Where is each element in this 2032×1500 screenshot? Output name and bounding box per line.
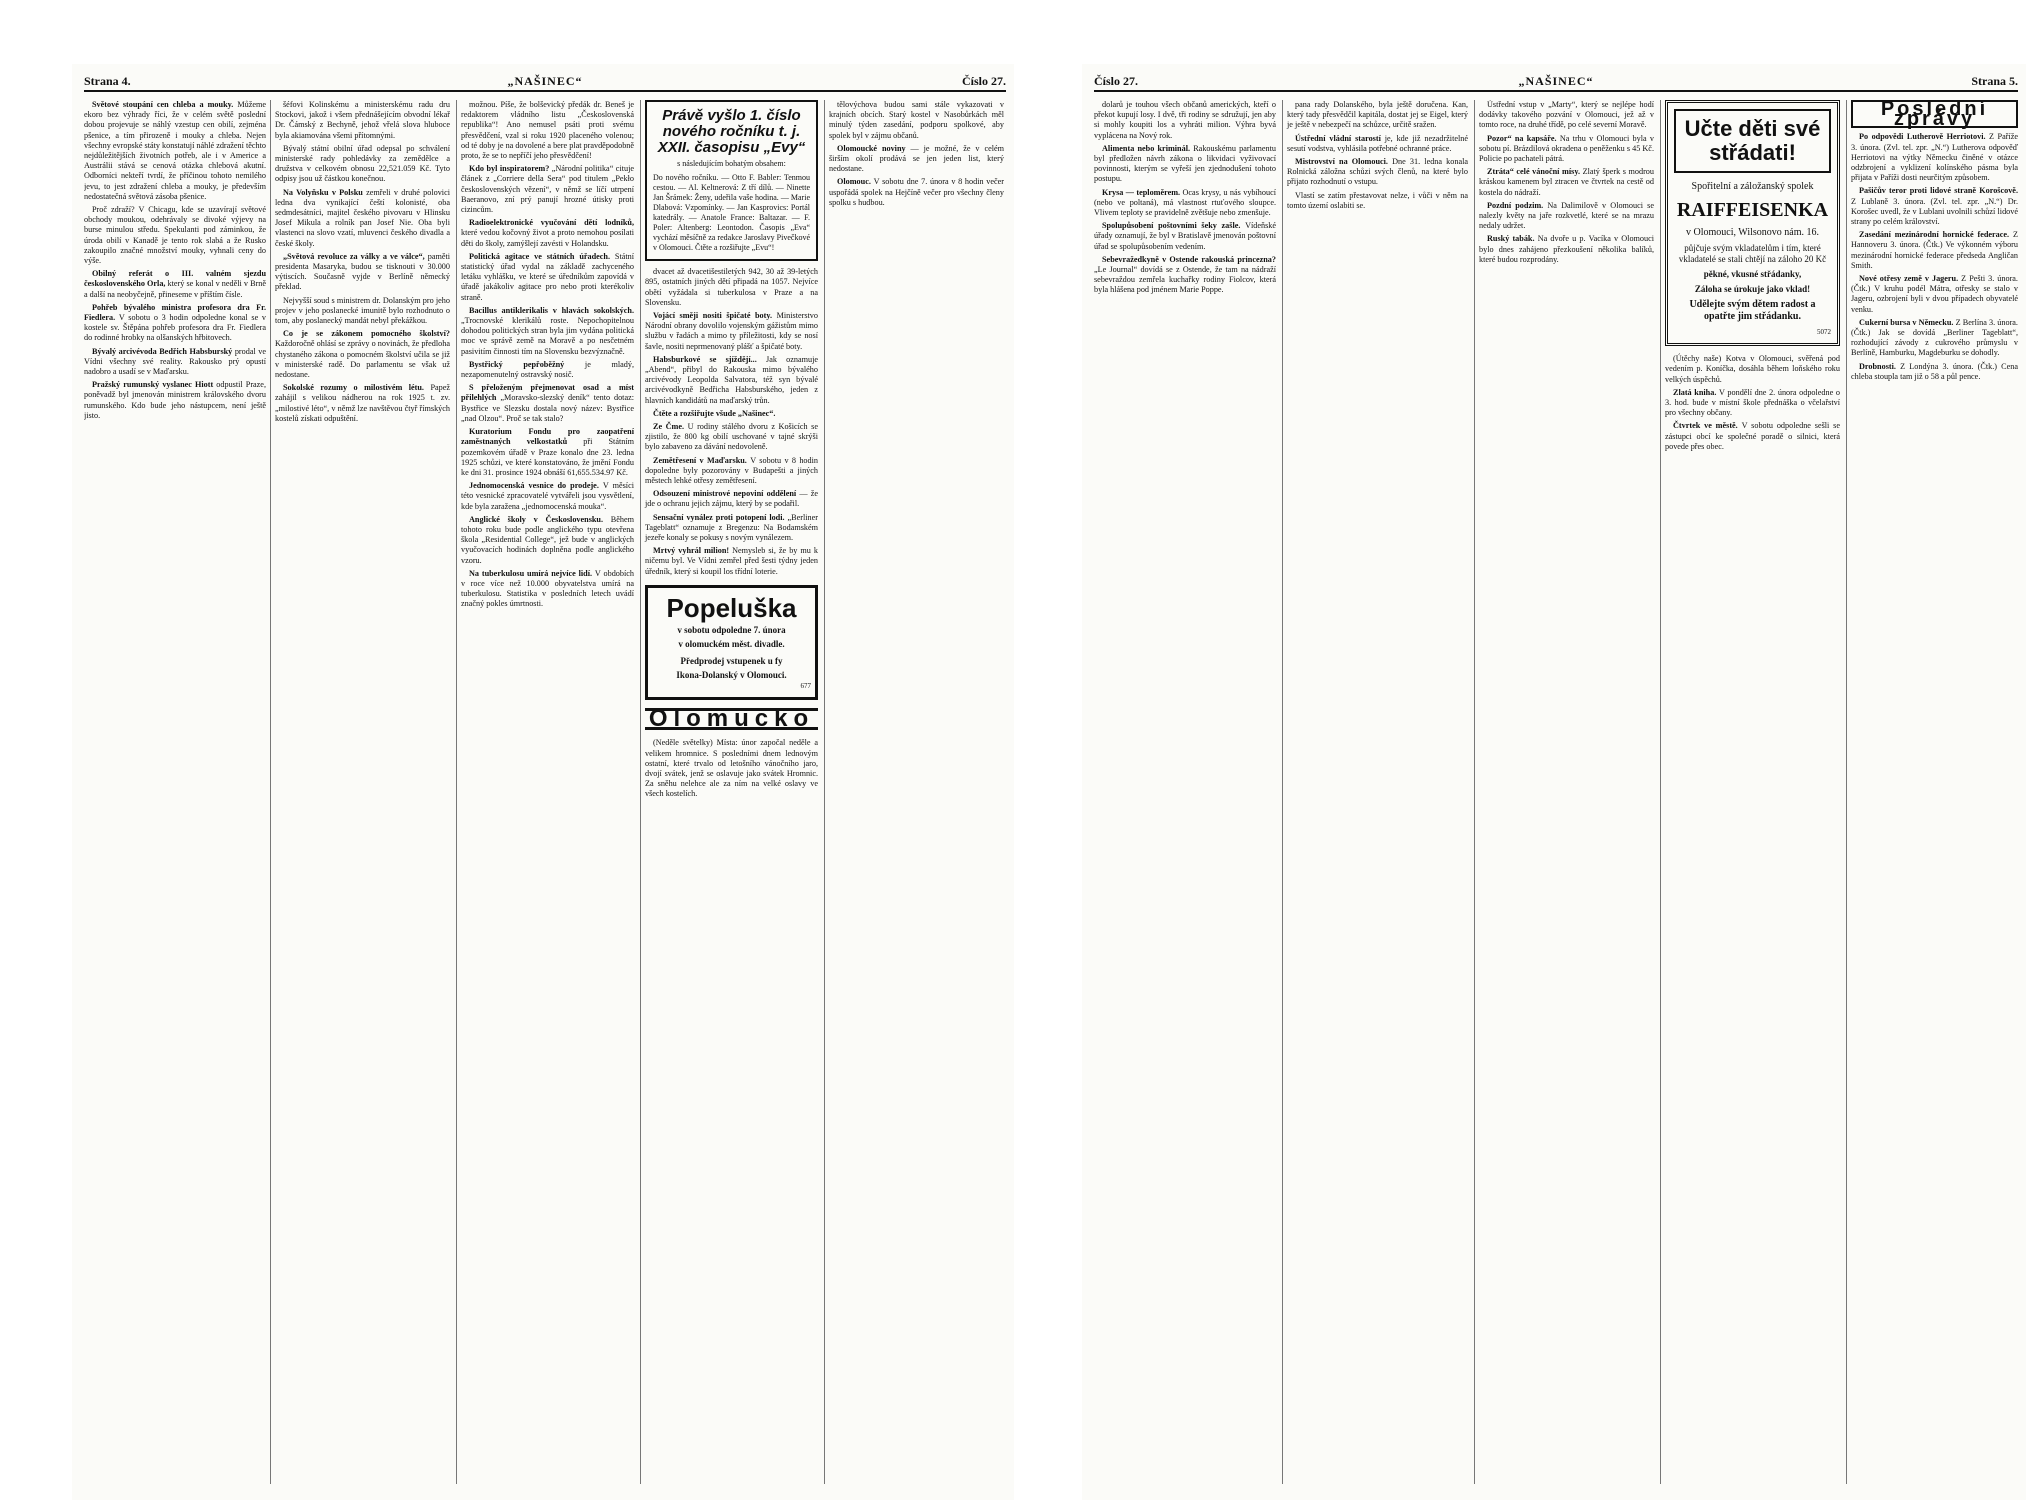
article-body: Ústřední vstup v „Marty“, který se nejlépe hodí dodávky takového pozvání v Olomouci, jež až v tomto roce, na druhé třídě, po celé severní Moravě. xyxy=(1479,100,1654,130)
article-headline: Ztráta“ celé vánoční mísy. xyxy=(1487,167,1583,177)
popeluska-line4: Ikona-Dolanský v Olomouci. xyxy=(676,669,787,680)
article-headline: Krysa — teploměrem. xyxy=(1102,187,1183,197)
article xyxy=(1094,100,1276,141)
article-headline: Co je se zákonem pomocného školství? xyxy=(283,329,450,339)
article-body: U rodiny stálého dvoru z Košicích se zjistilo, že 800 kg obilí uschované v tajné skrýši bylo zabaveno za dávání nedovoleně. xyxy=(645,422,818,452)
article-body: Vídeňské úřady oznamují, že byl v Bratislavě jmenován poštovní úřad se spolupůsobením vedením. xyxy=(1094,221,1276,251)
article-body: možnou. Píše, že bolševický předák dr. Beneš je redaktorem vládního listu „Československá republika“! Ano nemusel psáti proti svému přesvědčení, vzal si roku 1920 placeného volenou; od té doby je na dovolené a bere plat pravděpodobně proto, že se to nepříčí jeho přesvědčení! xyxy=(461,100,634,161)
article-body: (Útěchy naše) Kotva v Olomouci, svěřená pod vedením p. Koníčka, dosáhla během loňského roku velkých úspěchů. xyxy=(1665,354,1840,384)
column-2 xyxy=(270,100,450,1484)
article-headline: Kdo byl inspiratorem? xyxy=(469,164,552,174)
article xyxy=(461,164,634,215)
article-headline: Zlatá kniha. xyxy=(1673,387,1720,397)
article-headline: Na Volyňsku v Polsku xyxy=(283,187,367,197)
article-body: Každoročně ohlásí se zprávy o novinách, že předloha chystaného zákona o pomocném školství učila se již v ministerské radě. Do parlamentu se však už nedostane. xyxy=(275,339,450,380)
article-body: „Národní politika“ cituje článek z „Corriere della Sera“ pod titulem „Pekło československých vězení“, v němž se líčí utrpení Baeranovo, zní prý panují hrozné útisky proti cizincům. xyxy=(461,164,634,215)
article xyxy=(1665,388,1840,419)
eva-advert-text: Do nového ročníku. — Otto F. Babler: Tenmou cestou. — Al. Keltnerová: Z tří dílů. — Ninette Jan Šrámek: Ženy, udeřila vaše hodina. — Marie Dlabová: Vzpomínky. — Jan Kasprovics: Portál katedrály. — Anatole France: Baltazar. — F. Poler: Altenberg: Leontodon. Časopis „Eva“ vychází měsíčně za redakce Jaroslavy Pivečkové v Olomouci. Čtěte a rozšiřujte „Evu“! xyxy=(653,173,810,253)
article-headline: Zasedání mezinárodní hornické federace. xyxy=(1859,230,2013,240)
article-body: Proč zdraží? V Chicagu, kde se uzavírají světové obchody moukou, odehrávaly se divoké výjevy na burse minulou středu. Spekulanti pod záminkou, že úroda obilí v Kanadě je tento rok slabá a že Rusko zakoupilo značné množství mouky, vyhnali ceny do výše. xyxy=(84,205,266,266)
article xyxy=(275,144,450,185)
article-body: Na dvoře u p. Vacíka v Olomouci bylo dnes zahájeno přezkoušení několika balíků, které budou rozprodány. xyxy=(1479,234,1654,264)
article-headline: Čtvrtek ve městě. xyxy=(1673,421,1742,431)
masthead: „NAŠINEC“ xyxy=(507,74,583,88)
article-headline: Politická agitace ve státních úřadech. xyxy=(469,251,615,261)
article-headline: Čtěte a rozšiřujte všude „Našinec“. xyxy=(653,408,776,418)
article xyxy=(1479,201,1654,232)
article xyxy=(829,100,1004,141)
article-body: Během tohoto roku bude podle anglického typu otevřena škola „Residential College“, jež bude v anglických vyučovacích hodinách doplněna podle anglického vzoru. xyxy=(461,514,634,565)
article-body: při Státním pozemkovém úřadě v Praze konalo dne 23. ledna 1925 schůzi, ve které konstatováno, že jmění Fondu ke dni 31. prosince 1924 obnáší 61,655.534.97 Kč. xyxy=(461,437,634,477)
column-3 xyxy=(456,100,634,1484)
article xyxy=(461,306,634,357)
article-headline: Bývalý arcivévoda Bedřich Habsburský xyxy=(92,346,235,356)
column-4 xyxy=(640,100,818,1484)
article-body: Bývalý státní obilní úřad odepsal po schválení ministerské rady pohledávky za zemědělce a družstva v celkovém obnosu 22,521.059 Kč. Tyto odpisy jsou už částkou konečnou. xyxy=(275,143,450,184)
article-body: V sobotu o 3 hodin odpoledne konal se v kostele sv. Štěpána pohřeb profesora dra Fr. Fiedlera do rodinné hrobky na olšanských hřbitovech. xyxy=(84,313,266,343)
article xyxy=(1094,144,1276,185)
article-body: Z Berlína 3. února. (Čtk.) Jak se dovídá „Berliner Tageblatt“, rozhodující závody z cukrového průmyslu v Berlíně, Hamburku, Magdeburku se dohodly. xyxy=(1851,317,2018,358)
article xyxy=(84,100,266,202)
raiffeisenka-number: 5072 xyxy=(1817,328,1831,336)
article xyxy=(1665,354,1840,385)
article-body: prodal ve Vídni všechny své reality. Rakousko prý opustí nadobro a usadí se v Maďarsku. xyxy=(84,346,266,377)
raiffeisenka-advert xyxy=(1665,100,1840,346)
issue-number: Číslo 27. xyxy=(1094,74,1139,88)
page-number: Strana 4. xyxy=(84,74,131,88)
raiffeisenka-name: RAIFFEISENKA xyxy=(1676,199,1829,221)
article xyxy=(1287,157,1468,188)
column-1 xyxy=(84,100,266,1484)
article xyxy=(1479,167,1654,198)
column-5 xyxy=(824,100,1004,1484)
article-headline: Odsouzení ministrové nepoviní oddělení xyxy=(653,489,800,499)
article-body: Z Londýna 3. února. (Čtk.) Cena chleba stoupla tam již o 58 a půl pence. xyxy=(1851,361,2018,381)
article-body: Rakouskému parlamentu byl předložen návrh zákona o likvidaci vyživovací povinnosti, kterým se vyřeší jen zjednodušení tohoto postupu. xyxy=(1094,143,1276,184)
article xyxy=(1479,134,1654,165)
article xyxy=(461,383,634,424)
article-body: Dne 31. ledna konala Rolnická záložna schůzi svých členů, na které bylo přijato rozhodnutí o vstupu. xyxy=(1287,157,1468,187)
article-headline: Olomouc. xyxy=(837,177,874,187)
article-body: který se konal v neděli v Brně a další na neobyčejně, přineseme v příštím čísle. xyxy=(84,279,266,299)
article-body: paměti presidenta Masaryka, budou se tisknouti v 30.000 výtiscích. Současně vyjde v Berlíně německý překlad. xyxy=(275,251,450,292)
article-headline: S přeloženým přejmenovat osad a míst přilehlých xyxy=(461,383,634,403)
article xyxy=(461,252,634,303)
article-body: Papež zahájil s velikou nádherou na rok 1925 t. zv. „milostivé léto“, v němž lze navštěvou čtyř římských kostelů získati odpuštění. xyxy=(275,383,450,423)
article-body: je mladý, nezapomenutelný ostravský nosič. xyxy=(461,359,634,380)
article-headline: Po odpovědi Lutherově Herriotovi. xyxy=(1859,132,1990,142)
article-body: Ministerstvo Národní obrany dovolilo vojenským gážistům mimo službu v řadách a mimo ty příležitosti, kdy se nosí šavle, nositi neprmenovaný plášť a špičaté boty. xyxy=(645,311,818,351)
article-body: šéfovi Kolinskému a ministerskému radu dru Stockovi, jakož i všem přednášejícím obvodní lékař Dr. Čámský z Bechyně, jehož vřelá slova hluboce byla akiamována všemi přítomnými. xyxy=(275,100,450,140)
article xyxy=(645,422,818,453)
article xyxy=(275,252,450,293)
article-body: Jak oznamuje „Abend“, přibyl do Rakouska mimo bývalého arcivévody Leopolda Salvatora, též syn bývalé arcivévodkyně Bedřicha Habsburského, jeden z hlavních kandidátů na maďarský trůn. xyxy=(645,354,818,405)
article-body: „Trocnovské klerikálů roste. Nepochopitelnou dohodou politických stran byla jim vydána politická moc ve správě země na Moravě a po nesčetném pasivitím činnosti tím na Slovensku bezvýznačně. xyxy=(461,316,634,356)
article xyxy=(645,513,818,544)
article xyxy=(829,144,1004,175)
article xyxy=(275,188,450,249)
article-body: Vlastí se zatím přestavovat nelze, i vůči v něm na tomto území oslabiti se. xyxy=(1287,190,1468,210)
article xyxy=(1851,132,2018,183)
popeluska-line3: Předprodej vstupenek u fy xyxy=(680,655,783,666)
article xyxy=(1851,186,2018,227)
article xyxy=(461,427,634,478)
article xyxy=(1851,274,2018,315)
article xyxy=(84,380,266,421)
article-body: je, kde již nezadržitelné sesutí vodstva, vyhlásila potřebné ochranné práce. xyxy=(1287,133,1468,153)
article xyxy=(275,100,450,141)
article-headline: Mistrovství na Olomouci. xyxy=(1295,157,1393,167)
article xyxy=(461,481,634,512)
eva-advert xyxy=(645,100,818,261)
article-body: dolarů je touhou všech občanů amerických, kteří o překot kupují losy. I dvě, tři rodiny se sdružují, jen aby si mohly koupiti los a vyhráti milion. Výhra byvá vyplácena na Nový rok. xyxy=(1094,100,1276,140)
article-body: V pondělí dne 2. února odpoledne o 3. hod. bude v místní škole přednáška o včelařství pro všechny občany. xyxy=(1665,387,1840,418)
column-2 xyxy=(1282,100,1468,1484)
raiffeisenka-line3: půjčuje svým vkladatelům i tím, které vkladatelé se stali chtějí na záloho 20 Kč xyxy=(1678,243,1827,264)
article xyxy=(645,267,818,308)
olomucko-text: (Neděle světelky) Místa: únor započal neděle a velikem hromnice. S posledními dnem lednovým ostatní, které trvalo od letošního vánočního jaro, dvojí svátek, jenž se oslavuje jako svátek Hromnic. Za sněhu nelehce ale za ním na velké oslavy ve všech kostelích. xyxy=(645,738,818,799)
article xyxy=(645,546,818,577)
article xyxy=(1479,234,1654,265)
article xyxy=(275,329,450,380)
article xyxy=(461,360,634,380)
article xyxy=(1851,230,2018,271)
article-body: „Berliner Tageblatt“ oznamuje z Bregenzu: Na Bodamském jezeře konaly se pokusy s novým vynálezem. xyxy=(645,512,818,543)
olomucko-banner: Olomucko xyxy=(645,708,818,730)
masthead: „NAŠINEC“ xyxy=(1518,74,1594,88)
article xyxy=(829,177,1004,208)
article-body: Můžeme ekoro bez výhrady říci, že v celém světě poslední dobou projevuje se náhlý vzestup cen obilí, zejména pšenice, a tím přirozeně i mouky a chleba. Nejen všechny evropské státy konstatují náhlé zdražení těchto nejdůležitějších životních potřeb, ale i v Americe a Austrálii stává se cenová otázka chlebová akutní. Odborníci nekteří tvrdí, že příčinou tohoto nemilého jevu, to jest zdražení chleba a mouky, je především nedostatečná světová zásoba pšenice. xyxy=(84,100,266,201)
article xyxy=(645,311,818,352)
article-headline: Na tuberkulosu umírá nejvíce lidí. xyxy=(469,568,595,578)
article-headline: Drobnosti. xyxy=(1859,361,1901,371)
raiffeisenka-line4: pěkné, vkusné střádanky, xyxy=(1703,269,1802,279)
article-headline: Bystřický pepřoběžný xyxy=(469,359,585,369)
article-body: Nejvyšší soud s ministrem dr. Dolanským pro jeho projev v jeho poslanecké imunitě bylo rozhodnuto o tom, aby poslanecký mandát nebyl překážkou. xyxy=(275,295,450,326)
article-headline: Ruský tabák. xyxy=(1487,234,1538,244)
article xyxy=(1287,100,1468,131)
article-body: Na trhu v Olomouci byla v sobotu pí. Brázdilová okradena o peněženku s 45 Kč. Policie po pachateli pátrá. xyxy=(1479,133,1654,164)
article xyxy=(84,205,266,266)
column-3 xyxy=(1474,100,1654,1484)
article xyxy=(1851,318,2018,359)
article-body: pana rady Dolanského, byla ještě doručena. Kan, který tady přesvědčil kapitála, dostat jej se Eigel, který je ještě v nebezpečí na schůzce, určitě sražen. xyxy=(1287,100,1468,130)
article-headline: Pohřeb bývalého ministra profesora dra Fr. Fiedlera. xyxy=(84,302,266,323)
article-body: V sobotu odpoledne sešli se zástupci obcí ke společné poradě o silnici, která povede přes obec. xyxy=(1665,421,1840,451)
article-body: Z Lublaně 3. února. (Zvl. tel. zpr. „N.“) Dr. Korošec uvedl, že v Lublani uvolnili schůzí lidové strany po celém království. xyxy=(1851,196,2018,227)
article-body: Ocas krysy, u nás vybíhoucí (nebo ve poltaná), má vlastnost rtuťového sloupce. Vlivem teploty se pravidelně zvětšuje nebo zmenšuje. xyxy=(1094,187,1276,218)
article-body: V měsíci této vesnické zpracovatelé vytvářeli jsou vysvětlení, kde byla zaražena „jednomocenská mouka“. xyxy=(461,481,634,511)
article-headline: Radioelektronické vyučování dětí lodníků, xyxy=(469,218,634,228)
issue-number: Číslo 27. xyxy=(961,74,1006,88)
article-headline: Vojácí směji nositi špičaté boty. xyxy=(653,311,777,321)
latest-news-title: Poslední zprávy xyxy=(1851,100,2018,128)
article-body: tělovýchova budou sami stále vykazovati v krajních obcích. Starý kostel v Nasobůrkách měl minulý týden zasedání, podporu spolkové, aby spolek byl v zájmu občanů. xyxy=(829,100,1004,140)
article-body: dvacet až dvacetišestiletých 942, 30 až 39-letých 895, ostatních jiných dětí připadá na 1057. Nejvíce obětí vyžádala si tuberkulosa v Praze a na Slovensku. xyxy=(645,267,818,307)
raiffeisenka-line6: Udělejte svým dětem radost a opatřte jim střádanku. xyxy=(1689,299,1816,322)
article xyxy=(1094,221,1276,252)
article xyxy=(1094,188,1276,219)
article-headline: Pražský rumunský vyslanec Hiott xyxy=(92,380,217,390)
article xyxy=(645,409,818,419)
article-body: V sobotu v 8 hodin dopoledne byly pozorovány v Budapešti a jiných městech lehké otřesy zemětřesení. xyxy=(645,455,818,486)
article xyxy=(1851,362,2018,382)
raiffeisenka-line5: Záloha se úrokuje jako vklad! xyxy=(1694,284,1811,294)
article xyxy=(1287,134,1468,154)
article xyxy=(461,569,634,610)
right-page xyxy=(1082,64,2026,1500)
article-headline: Pozor“ na kapsáře. xyxy=(1487,133,1560,143)
article-headline: Ústřední vládní starostí xyxy=(1295,133,1385,143)
right-page-header xyxy=(1094,70,2018,92)
article-headline: Nové otřesy země v Jageru. xyxy=(1859,274,1962,284)
article-headline: Alimenta nebo kriminál. xyxy=(1102,143,1194,153)
popeluska-line2: v olomuckém měst. divadle. xyxy=(678,638,785,649)
popeluska-line1: v sobotu odpoledne 7. února xyxy=(677,624,786,635)
article-headline: Bacillus antiklerikalis v hlavách sokolských. xyxy=(469,305,634,315)
article xyxy=(645,355,818,406)
article-headline: Ze Čme. xyxy=(653,422,688,432)
article-headline: Sensační vynález proti potopení lodi. xyxy=(653,512,788,522)
article-headline: Mrtvý vyhrál milion! xyxy=(653,546,733,556)
article xyxy=(84,303,266,344)
article xyxy=(1479,100,1654,131)
article-headline: Kuratorium Fondu pro zaopatření zaměstnaných velkostatků xyxy=(461,427,634,447)
article-body: Nemysleb si, že by mu k ničemu byl. Ve Vídni zemřel před šesti týdny jeden úředník, který si koupil los třídní loterie. xyxy=(645,546,818,576)
article-body: V obdobích v roce více než 10.000 obyvatelstva umírá na tuberkulosu. Statistika v posledních letech uvádí značný pokles úmrtnosti. xyxy=(461,568,634,609)
article-headline: Jednomocenská vesnice do prodeje. xyxy=(469,481,603,491)
article-body: Na Dalimilově v Olomouci se nalezly květy na jaře rozkvetlé, které se na mrazu nedaly udržet. xyxy=(1479,200,1654,231)
article-headline: Sebevražedkyně v Ostende rakouská princezna? xyxy=(1102,254,1276,264)
article-headline: Cukerní bursa v Německu. xyxy=(1859,317,1956,327)
article-headline: Pašičův teror proti lidové straně Korošcově. xyxy=(1859,186,2018,196)
article-body: odpustil Praze, poněvadž byl jmenován ministrem královského dvoru rumunského. Kdo bude jeho nástupcem, není ještě jisto. xyxy=(84,380,266,420)
article xyxy=(645,489,818,509)
article xyxy=(1287,191,1468,211)
column-4 xyxy=(1660,100,1840,1484)
page-number: Strana 5. xyxy=(1971,74,2018,88)
article-body: zemřeli v druhé polovici ledna dva vynikající čeští kolonisté, oba sedmdesátníci, majitel českého pivovaru v Hlinsku Josef Mikula a rolník pan Josef Nie. Oba byli vlastenci na slovo vzatí, mluvenci českého divadla a české školy. xyxy=(275,187,450,248)
article-headline: Habsburkové se sjíždějí... xyxy=(653,354,767,364)
article-body: Zlatý šperk s modrou kráskou kamenem byl ztracen ve čtvrtek na cestě od kostela do nádraží. xyxy=(1479,167,1654,197)
article-headline: Anglické školy v Československu. xyxy=(469,514,611,524)
article-headline: Sokolské rozumy o milostivém létu. xyxy=(283,383,431,393)
article xyxy=(1665,421,1840,452)
left-page-header xyxy=(84,70,1006,92)
article-body: Z Hannoveru 3. února. (Čtk.) Ve výkonném výboru mezinárodní hornické federace předseda Angličan Smith. xyxy=(1851,230,2018,270)
article xyxy=(275,296,450,327)
article xyxy=(461,515,634,566)
article xyxy=(275,383,450,424)
left-page xyxy=(72,64,1014,1500)
article-headline: Pozdní podzim. xyxy=(1487,200,1548,210)
popeluska-number: 677 xyxy=(800,681,811,690)
article-body: Státní statistický úřad vydal na základě zachyceného letáku vyhlášku, ve které se úředníkům zapovídá v úřadě jakákoliv agitace pro nebo proti kterékoliv straně. xyxy=(461,251,634,302)
column-1 xyxy=(1094,100,1276,1484)
article-headline: „Světová revoluce za války a ve válce“, xyxy=(283,251,428,261)
article-headline: Olomoucké noviny xyxy=(837,143,911,153)
article-body: Z Pešti 3. února. (Čtk.) V kruhu podél Mátra, otřesky se stalo v Jageru, ozbrojení byli v dvou případech obyvatelé venku. xyxy=(1851,274,2018,314)
article-headline: Světové stoupání cen chleba a mouky. xyxy=(92,100,238,109)
eva-advert-subtitle: s následujícím bohatým obsahem: xyxy=(677,159,786,168)
article-body: „Moravsko-slezský deník“ tento dotaz: Bystřice ve Slezsku dostala nový název: Bystřice „nad Olzou“. Proč se tak stalo? xyxy=(461,393,634,423)
article-body: — že jde o ochranu jejich zájmu, který by se podařil. xyxy=(645,489,818,509)
article-body: Z Paříže 3. února. (Zvl. tel. zpr. „N.“) Lutherova odpověď Herriotovi na výtky Německu činěné v otázce odzbrojení a vyklizení kolínského pásma byla přijata v Paříži dosti neurčitým způsobem. xyxy=(1851,132,2018,183)
article-body: které vedou kočovný život a proto nemohou posílati děti do školy, zamýšlejí zavésti v Holandsku. xyxy=(461,228,634,248)
article xyxy=(1094,255,1276,296)
popeluska-advert xyxy=(645,585,818,700)
article xyxy=(461,100,634,161)
article-body: — je možné, že v celém širším okolí prodává se jen jeden list, který nedostane. xyxy=(829,143,1004,174)
raiffeisenka-line1: Spořitelní a záložanský spolek xyxy=(1691,181,1814,192)
article-body: „Le Journal“ dovídá se z Ostende, že tam na nádraží sebevraždou zemřela kuchařky rodiny Fiolcov, která byla hlášena pod jménem Marie Poppe. xyxy=(1094,265,1276,295)
article-body: V sobotu dne 7. února v 8 hodin večer uspořádá spolek na Hejčíně večer pro všechny členy spolku s hudbou. xyxy=(829,177,1004,207)
article xyxy=(645,456,818,487)
raiffeisenka-headline: Učte děti své střádati! xyxy=(1674,109,1831,173)
eva-advert-title: Právě vyšlo 1. číslo nového ročníku t. j. XXII. časopisu „Evy“ xyxy=(657,107,806,156)
column-5 xyxy=(1846,100,2018,1484)
article-headline: Spolupůsobení poštovními šeky zašle. xyxy=(1102,221,1246,231)
article-headline: Zemětřesení v Maďarsku. xyxy=(653,455,751,465)
article xyxy=(461,218,634,249)
article-headline: Obilný referát o III. valném sjezdu československého Orla, xyxy=(84,269,266,289)
article xyxy=(84,269,266,300)
popeluska-title: Popeluška xyxy=(666,592,797,623)
article xyxy=(84,347,266,378)
raiffeisenka-address: v Olomouci, Wilsonovo nám. 16. xyxy=(1685,227,1820,238)
